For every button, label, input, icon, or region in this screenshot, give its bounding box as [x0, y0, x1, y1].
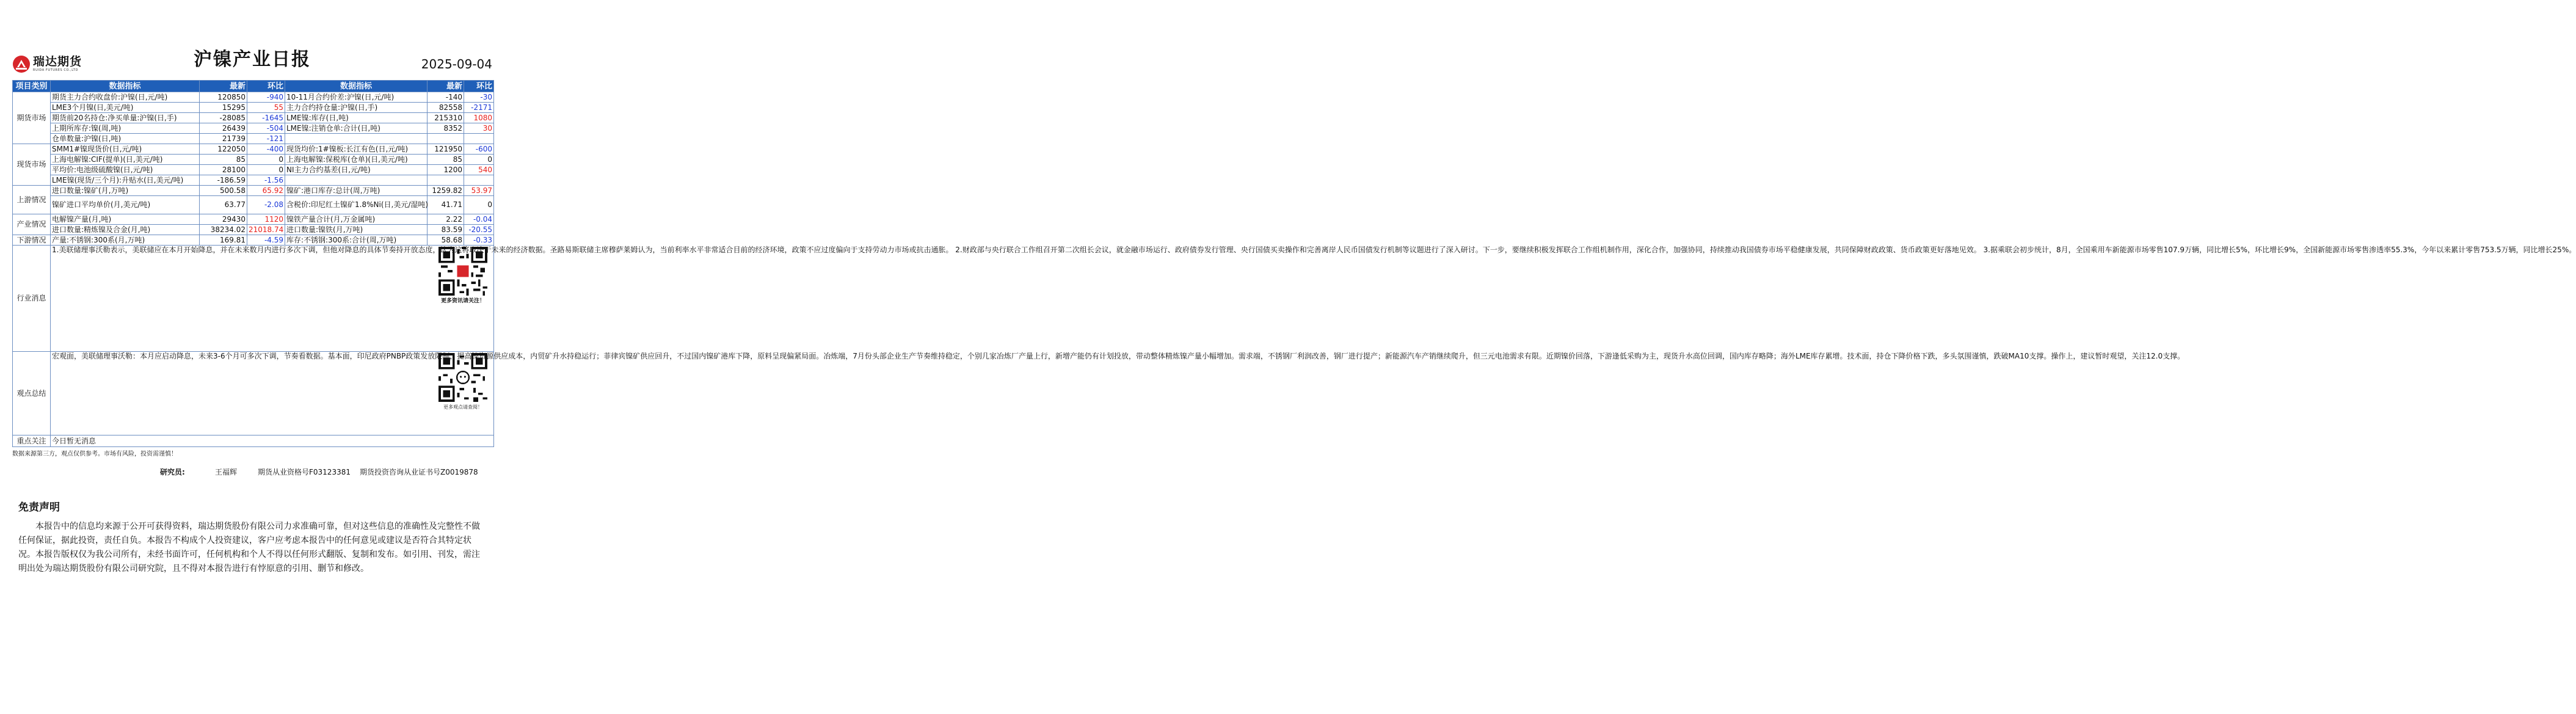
latest-value: 122050 [200, 144, 247, 155]
report-date: 2025-09-04 [421, 57, 492, 71]
indicator-name: 上海电解镍:CIF(提单)(日,美元/吨) [51, 155, 200, 165]
indicator-name: 镍矿:港口库存:总计(周,万吨) [285, 186, 428, 196]
change-value: 1080 [464, 113, 494, 123]
change-value: 55 [247, 103, 285, 113]
researcher-name: 王福辉 [215, 468, 238, 476]
table-row [13, 123, 494, 134]
change-value [464, 175, 494, 186]
latest-value: 63.77 [200, 196, 247, 214]
latest-value: 169.81 [200, 235, 247, 246]
latest-value: 8352 [428, 123, 464, 134]
latest-value: 121950 [428, 144, 464, 155]
disclaimer-body: 本报告中的信息均来源于公开可获得资料，瑞达期货股份有限公司力求准确可靠，但对这些信息的准确性及完整性不做任何保证，据此投资，责任自负。本报告不构成个人投资建议，客户应考虑本报告中的任何意见或建议是否符合其特定状况。本报告版权仅为我公司所有，未经书面许可，任何机构和个人不得以任何形式翻版、复制和发布。如引用、刊发，需注明出处为瑞达期货股份有限公司研究院，且不得对本报告进行有悖原意的引用、删节和修改。 [18, 522, 480, 574]
indicator-name: 库存:不锈钢:300系:合计(周,万吨) [285, 235, 428, 246]
change-value: 0 [247, 155, 285, 165]
change-value: -30 [464, 92, 494, 103]
latest-value: 41.71 [428, 196, 464, 214]
view-text: 宏观面，美联储理事沃勒：本月应启动降息，未来3-6个月可多次下调，节奏看数据。基本面，印尼政府PNBP政策发放限制，提高镍资源供应成本，内贸矿升水持稳运行；菲律宾镍矿供应回升，不过国内镍矿港库下降，原料呈现偏紧局面。冶炼端，7月份头部企业生产节奏维持稳定，个别几家冶炼厂产量上行，新增产能仍有计划投放，带动整体精炼镍产量小幅增加。需求端，不锈钢厂利润改善，钢厂进行提产；新能源汽车产销继续爬升，但三元电池需求有限。近期镍价回落，下游逢低采购为主，现货升水高位回调，国内库存略降；海外LME库存累增。技术面，持仓下降价格下跌，多头氛围谨慎，跌破MA10支撑。操作上，建议暂时观望，关注12.0支撑。 [52, 352, 2185, 360]
risk-note: 数据来源第三方，观点仅供参考。市场有风险，投资需谨慎！ [12, 451, 177, 457]
table-row [13, 113, 494, 123]
change-value [464, 134, 494, 144]
latest-value: 38234.02 [200, 225, 247, 235]
table-row [13, 155, 494, 165]
latest-value: 21739 [200, 134, 247, 144]
table-row [13, 175, 494, 186]
latest-value: 28100 [200, 165, 247, 175]
logo-name: 瑞达期货 [33, 55, 82, 68]
report-title: 沪镍产业日报 [194, 49, 311, 70]
latest-value: 1200 [428, 165, 464, 175]
news-cell [51, 246, 2576, 352]
latest-value [428, 134, 464, 144]
change-value: -504 [247, 123, 285, 134]
table-row [13, 225, 494, 235]
table-row [13, 92, 494, 103]
table-row [13, 196, 494, 214]
table-row [13, 165, 494, 175]
data-table [12, 80, 2576, 447]
qr-caption: 更多资讯请关注！ [440, 298, 485, 304]
indicator-name: 现货均价:1#镍板:长江有色(日,元/吨) [285, 144, 428, 155]
table-header-row [13, 81, 494, 92]
change-value: -20.55 [464, 225, 494, 235]
focus-row [13, 435, 494, 447]
change-value: -940 [247, 92, 285, 103]
latest-value: 85 [200, 155, 247, 165]
change-value: -4.59 [247, 235, 285, 246]
change-value: -2.08 [247, 196, 285, 214]
category-view: 观点总结 [13, 352, 51, 435]
change-value: -600 [464, 144, 494, 155]
change-value: -400 [247, 144, 285, 155]
table-row [13, 134, 494, 144]
indicator-name: 产量:不锈钢:300系(月,万吨) [51, 235, 200, 246]
change-value: 0 [464, 155, 494, 165]
header-latest-2: 最新 [428, 81, 464, 92]
latest-value: 120850 [200, 92, 247, 103]
indicator-name: LME镍:库存(日,吨) [285, 113, 428, 123]
indicator-name: LME镍(现货/三个月):升贴水(日,美元/吨) [51, 175, 200, 186]
latest-value [428, 175, 464, 186]
researcher-label: 研究员: [160, 468, 185, 476]
latest-value: 215310 [428, 113, 464, 123]
table-row [13, 144, 494, 155]
view-cell [51, 352, 2185, 435]
change-value: 1120 [247, 214, 285, 225]
indicator-name: 含税价:印尼红土镍矿1.8%Ni(日,美元/湿吨) [285, 196, 428, 214]
indicator-name: 仓单数量:沪镍(日,吨) [51, 134, 200, 144]
indicator-name: 上期所库存:镍(周,吨) [51, 123, 200, 134]
logo-english: RUIDA FUTURES CO.,LTD [33, 68, 79, 72]
indicator-name: 进口数量:镍铁(月,万吨) [285, 225, 428, 235]
indicator-name: 镍矿进口平均单价(月,美元/吨) [51, 196, 200, 214]
header-indicator: 数据指标 [51, 81, 200, 92]
indicator-name: 平均价:电池级硫酸镍(日,元/吨) [51, 165, 200, 175]
indicator-name: 期货主力合约收盘价:沪镍(日,元/吨) [51, 92, 200, 103]
change-value: -1.56 [247, 175, 285, 186]
category-futures: 期货市场 [13, 92, 51, 144]
indicator-name: 期货前20名持仓:净买单量:沪镍(日,手) [51, 113, 200, 123]
latest-value: -140 [428, 92, 464, 103]
latest-value: 85 [428, 155, 464, 165]
indicator-name: 镍铁产量合计(月,万金属吨) [285, 214, 428, 225]
latest-value: 82558 [428, 103, 464, 113]
table-row [13, 235, 494, 246]
header-change: 环比 [247, 81, 285, 92]
latest-value: 29430 [200, 214, 247, 225]
latest-value: 1259.82 [428, 186, 464, 196]
change-value: -121 [247, 134, 285, 144]
category-downstream: 下游情况 [13, 235, 51, 246]
focus-text: 今日暂无消息 [51, 435, 494, 447]
change-value: 30 [464, 123, 494, 134]
latest-value: 2.22 [428, 214, 464, 225]
news-text: 1.美联储理事沃勒表示，美联储应在本月开始降息，并在未来数月内进行多次下调，但他对降息的具体节奏持开放态度，认为这将取决于未来的经济数据。圣路易斯联储主席穆萨莱姆认为，当前利率水平非常适合目前的经济环境，政策不应过度偏向于支持劳动力市场或抗击通胀。 2.财政部与央行联合工作组召开第二次组长会议，就金融市场运行、政府债券发行管理、央行国债买卖操作和完善离岸人民币国债发行机制等议题进行了深入研讨。下一步，要继续积极发挥联合工作组机制作用，深化合作，加强协同，持续推动我国债券市场平稳健康发展，共同保障财政政策、货币政策更好落地见效。 3.据乘联会初步统计，8月，全国乘用车新能源市场零售107.9万辆，同比增长5%，环比增长9%，全国新能源市场零售渗透率55.3%，今年以来累计零售753.5万辆，同比增长25%。 [52, 246, 2576, 254]
indicator-name: 进口数量:精炼镍及合金(月,吨) [51, 225, 200, 235]
latest-value: -186.59 [200, 175, 247, 186]
latest-value: 58.68 [428, 235, 464, 246]
change-value: 0 [247, 165, 285, 175]
category-upstream: 上游情况 [13, 186, 51, 214]
news-row [13, 246, 494, 352]
change-value: 0 [464, 196, 494, 214]
indicator-name: NI主力合约基差(日,元/吨) [285, 165, 428, 175]
indicator-name: 上海电解镍:保税库(仓单)(日,美元/吨) [285, 155, 428, 165]
indicator-name: 进口数量:镍矿(月,万吨) [51, 186, 200, 196]
latest-value: 500.58 [200, 186, 247, 196]
table-row [13, 186, 494, 196]
indicator-name [285, 134, 428, 144]
indicator-name: 电解镍产量(月,吨) [51, 214, 200, 225]
latest-value: 26439 [200, 123, 247, 134]
latest-value: -28085 [200, 113, 247, 123]
license-futures: 期货从业资格号F03123381 [258, 468, 351, 476]
change-value: -1645 [247, 113, 285, 123]
change-value: -2171 [464, 103, 494, 113]
change-value: 21018.74 [247, 225, 285, 235]
header-category: 项目类别 [13, 81, 51, 92]
change-value: -0.33 [464, 235, 494, 246]
change-value: 65.92 [247, 186, 285, 196]
license-consulting: 期货投资咨询从业证书号Z0019878 [360, 468, 478, 476]
category-industry: 产业情况 [13, 214, 51, 235]
qr-caption: 更多观点请查阅！ [443, 404, 482, 410]
category-spot: 现货市场 [13, 144, 51, 186]
table-row [13, 103, 494, 113]
disclaimer-title: 免责声明 [18, 501, 60, 514]
indicator-name: LME3个月镍(日,美元/吨) [51, 103, 200, 113]
indicator-name [285, 175, 428, 186]
latest-value: 83.59 [428, 225, 464, 235]
header-latest: 最新 [200, 81, 247, 92]
table-row [13, 214, 494, 225]
indicator-name: 10-11月合约价差:沪镍(日,元/吨) [285, 92, 428, 103]
change-value: -0.04 [464, 214, 494, 225]
change-value: 53.97 [464, 186, 494, 196]
category-focus: 重点关注 [13, 435, 51, 447]
header-indicator-2: 数据指标 [285, 81, 428, 92]
category-news: 行业消息 [13, 246, 51, 352]
latest-value: 15295 [200, 103, 247, 113]
header-change-2: 环比 [464, 81, 494, 92]
view-row [13, 352, 494, 435]
indicator-name: 主力合约持仓量:沪镍(日,手) [285, 103, 428, 113]
indicator-name: LME镍:注销仓单:合计(日,吨) [285, 123, 428, 134]
indicator-name: SMM1#镍现货价(日,元/吨) [51, 144, 200, 155]
change-value: 540 [464, 165, 494, 175]
